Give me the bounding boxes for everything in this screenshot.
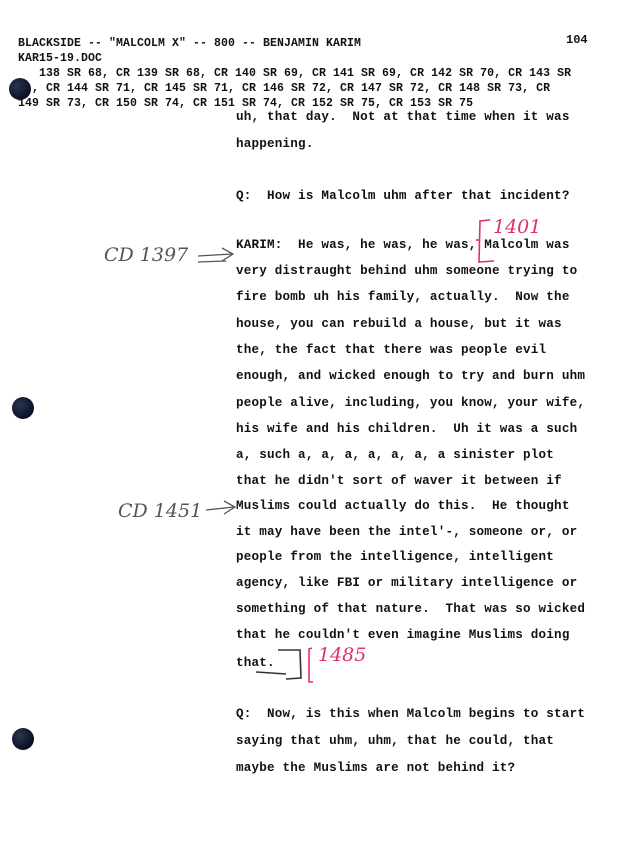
transcript-line: uh, that day. Not at that time when it was bbox=[236, 110, 570, 124]
document-filename: KAR15-19.DOC bbox=[18, 52, 103, 65]
handwritten-cd-1397: CD 1397 bbox=[104, 244, 189, 266]
transcript-line: it may have been the intel'-, someone or, or bbox=[236, 525, 578, 539]
arrow-icon bbox=[198, 248, 233, 262]
transcript-line: that. bbox=[236, 656, 275, 670]
transcript-line: a, such a, a, a, a, a, a, a sinister plot bbox=[236, 448, 555, 462]
pink-timecode-1485: 1485 bbox=[318, 644, 367, 666]
transcript-line: maybe the Muslims are not behind it? bbox=[236, 761, 516, 775]
transcript-line: fire bomb uh his family, actually. Now the bbox=[236, 290, 570, 304]
transcript-line: the, the fact that there was people evil bbox=[236, 343, 547, 357]
transcript-line: people from the intelligence, intelligent bbox=[236, 550, 555, 564]
transcript-line: happening. bbox=[236, 137, 314, 151]
transcript-line: Q: Now, is this when Malcolm begins to start bbox=[236, 707, 586, 721]
timecode-line-3: 149 SR 73, CR 150 SR 74, CR 151 SR 74, CR 152 SR 75, CR 153 SR 75 bbox=[18, 97, 474, 110]
transcript-line: something of that nature. That was so wicked bbox=[236, 602, 586, 616]
timecode-line-1: 138 SR 68, CR 139 SR 68, CR 140 SR 69, CR 141 SR 69, CR 142 SR 70, CR 143 SR bbox=[18, 67, 572, 80]
end-bracket-icon bbox=[256, 650, 301, 679]
transcript-line: Q: How is Malcolm uhm after that incident? bbox=[236, 189, 570, 203]
transcript-line: very distraught behind uhm someone trying to bbox=[236, 264, 578, 278]
arrow-icon bbox=[206, 501, 235, 514]
transcript-line: saying that uhm, uhm, that he could, that bbox=[236, 734, 555, 748]
transcript-line: Muslims could actually do this. He thought bbox=[236, 499, 570, 513]
transcript-line: enough, and wicked enough to try and burn uhm bbox=[236, 369, 586, 383]
transcript-line: agency, like FBI or military intelligence or bbox=[236, 576, 578, 590]
document-header-title: BLACKSIDE -- "MALCOLM X" -- 800 -- BENJAMIN KARIM bbox=[18, 37, 362, 50]
transcript-line: his wife and his children. Uh it was a such bbox=[236, 422, 578, 436]
transcript-line: that he couldn't even imagine Muslims doing bbox=[236, 628, 570, 642]
transcript-line: people alive, including, you know, your wife, bbox=[236, 396, 586, 410]
transcript-line: KARIM: He was, he was, he was, Malcolm was bbox=[236, 238, 570, 252]
transcript-line: that he didn't sort of waver it between if bbox=[236, 474, 562, 488]
handwritten-cd-1451: CD 1451 bbox=[118, 500, 203, 522]
pink-bracket-icon bbox=[476, 220, 494, 262]
pink-timecode-1401: 1401 bbox=[493, 216, 542, 238]
transcript-line: house, you can rebuild a house, but it was bbox=[236, 317, 562, 331]
pink-bracket-icon bbox=[309, 648, 313, 682]
page-number: 104 bbox=[566, 33, 588, 47]
timecode-line-2: , CR 144 SR 71, CR 145 SR 71, CR 146 SR 72, CR 147 SR 72, CR 148 SR 73, CR bbox=[18, 82, 551, 95]
